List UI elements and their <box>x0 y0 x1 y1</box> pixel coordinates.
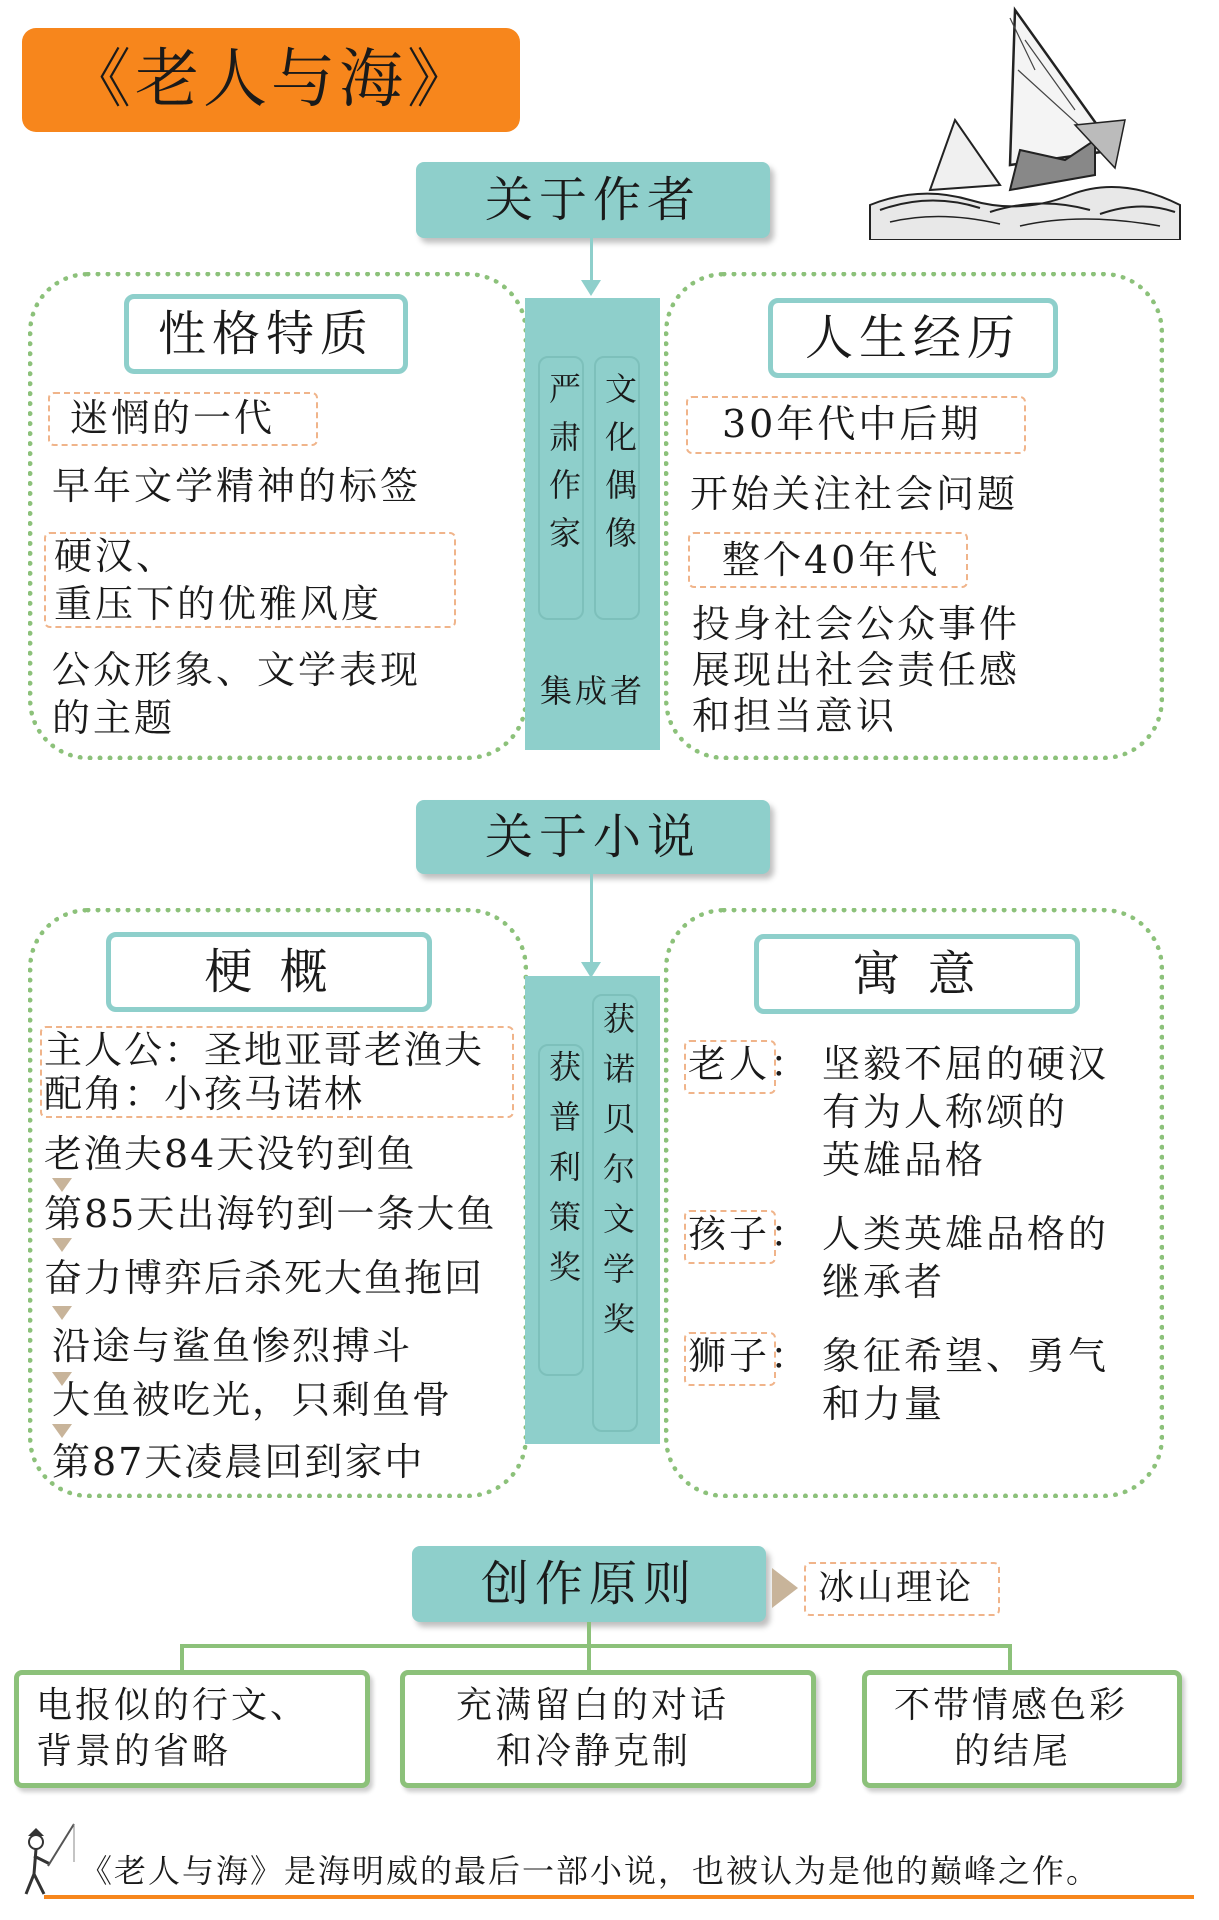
footer-divider <box>44 1895 1194 1899</box>
principles-header <box>412 1546 766 1622</box>
step-arrow <box>52 1424 72 1438</box>
meaning-header <box>754 934 1080 1014</box>
summary-step-6: 第87天凌晨回到家中 <box>52 1440 425 1484</box>
connector-stem <box>587 1622 591 1646</box>
principle-box1-line1: 电报似的行文、 <box>36 1685 310 1726</box>
personality-header <box>124 294 408 374</box>
old-man-line2: 有为人称颂的 <box>822 1090 1069 1134</box>
arrow-stem-2 <box>590 874 593 964</box>
summary-header <box>106 932 432 1012</box>
life-tag2-text: 整个40年代 <box>722 538 941 582</box>
child-label: 孩子： <box>688 1212 812 1256</box>
life-header-label: 人生经历 <box>804 310 1021 366</box>
novel-col2-text: 获诺贝尔文学奖 <box>598 1002 636 1352</box>
summary-step-5: 大鱼被吃光，只剩鱼骨 <box>52 1378 453 1422</box>
footer-text: 《老人与海》是海明威的最后一部小说，也被认为是他的巅峰之作。 <box>80 1852 1101 1890</box>
summary-step-1: 老渔夫84天没钓到鱼 <box>44 1132 417 1176</box>
meaning-header-label: 寓 意 <box>852 946 982 1002</box>
personality-text2-line2: 的主题 <box>52 696 176 740</box>
iceberg-theory-text: 冰山理论 <box>818 1567 975 1608</box>
summary-step-3: 奋力博弈后杀死大鱼拖回 <box>44 1256 485 1300</box>
sailboat-icon <box>860 0 1190 240</box>
lion-line1: 象征希望、勇气 <box>822 1334 1110 1378</box>
life-header <box>768 298 1058 378</box>
life-tag1-text: 30年代中后期 <box>722 402 982 446</box>
novel-col1-text: 获普利策奖 <box>544 1050 582 1300</box>
personality-header-label: 性格特质 <box>157 306 374 362</box>
personality-tag2-line2: 重压下的优雅风度 <box>54 582 383 626</box>
author-col2-text: 文化偶像 <box>600 372 638 564</box>
about-author-header-label: 关于作者 <box>484 172 701 228</box>
lion-line2: 和力量 <box>822 1382 946 1426</box>
personality-text1: 早年文学精神的标签 <box>52 464 422 508</box>
summary-step-4: 沿途与鲨鱼惨烈搏斗 <box>52 1324 413 1368</box>
page-title: 《老人与海》 <box>67 43 475 117</box>
principle-box3-line2: 的结尾 <box>954 1731 1072 1772</box>
principle-box3-line1: 不带情感色彩 <box>894 1685 1129 1726</box>
summary-tag-line2: 配角：小孩马诺林 <box>44 1072 365 1116</box>
summary-header-label: 梗 概 <box>204 944 334 1000</box>
personality-tag1-text: 迷惘的一代 <box>70 396 276 440</box>
about-novel-header <box>416 800 770 874</box>
summary-step-2: 第85天出海钓到一条大鱼 <box>44 1192 497 1236</box>
principles-header-label: 创作原则 <box>480 1556 697 1612</box>
about-novel-header-label: 关于小说 <box>484 809 701 865</box>
arrow-stem <box>590 238 593 282</box>
connector-left <box>180 1644 184 1672</box>
life-text2-line2: 展现出社会责任感 <box>692 648 1021 692</box>
principle-box2-line1: 充满留白的对话 <box>456 1685 730 1726</box>
fisherman-icon <box>14 1822 78 1898</box>
life-text1: 开始关注社会问题 <box>690 472 1019 516</box>
connector-mid <box>587 1644 591 1672</box>
child-line2: 继承者 <box>822 1260 946 1304</box>
summary-tag-line1: 主人公：圣地亚哥老渔夫 <box>44 1028 485 1072</box>
author-col1-text: 严肃作家 <box>544 372 582 564</box>
connector-right <box>1008 1644 1012 1672</box>
about-author-header <box>416 162 770 238</box>
old-man-line1: 坚毅不屈的硬汉 <box>822 1042 1110 1086</box>
step-arrow <box>52 1306 72 1320</box>
child-line1: 人类英雄品格的 <box>822 1212 1110 1256</box>
personality-tag2-line1: 硬汉、 <box>54 534 178 578</box>
connector-horizontal <box>180 1644 1010 1648</box>
lion-label: 狮子： <box>688 1334 812 1378</box>
old-man-line3: 英雄品格 <box>822 1138 987 1182</box>
life-text2-line3: 和担当意识 <box>692 694 898 738</box>
title-banner <box>22 28 520 132</box>
pointer-triangle-icon <box>770 1566 800 1610</box>
personality-text2-line1: 公众形象、文学表现 <box>52 648 422 692</box>
principle-box1-line2: 背景的省略 <box>36 1731 232 1772</box>
principle-box2-line2: 和冷静克制 <box>496 1731 692 1772</box>
old-man-label: 老人： <box>688 1042 812 1086</box>
life-text2-line1: 投身社会公众事件 <box>692 602 1021 646</box>
arrow-head <box>581 280 601 296</box>
step-arrow <box>52 1238 72 1252</box>
author-center-bottom: 集成者 <box>540 672 646 710</box>
